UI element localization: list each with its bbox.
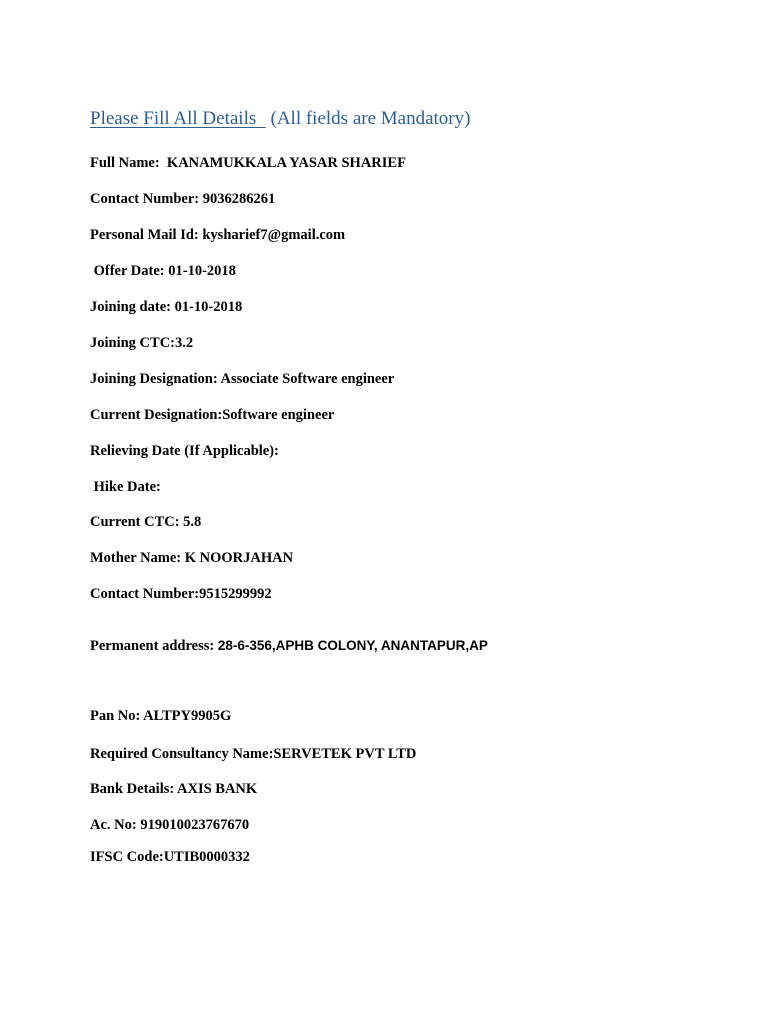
heading-title: Please Fill All Details — [90, 108, 266, 129]
bank-details-line: Bank Details: AXIS BANK — [90, 781, 258, 797]
current-ctc-line: Current CTC: 5.8 — [90, 514, 202, 530]
joining-designation-line: Joining Designation: Associate Software engineer — [90, 371, 395, 387]
form-heading — [90, 108, 470, 130]
mother-contact-line: Contact Number:9515299992 — [90, 586, 272, 602]
offer-date-line: Offer Date: 01-10-2018 — [90, 263, 236, 279]
ifsc-code-line: IFSC Code:UTIB0000332 — [90, 849, 250, 865]
contact-number-line: Contact Number: 9036286261 — [90, 191, 276, 207]
current-designation-line: Current Designation:Software engineer — [90, 407, 335, 423]
joining-date-line: Joining date: 01-10-2018 — [90, 299, 243, 315]
joining-ctc-line: Joining CTC:3.2 — [90, 335, 194, 351]
personal-mail-line: Personal Mail Id: kysharief7@gmail.com — [90, 227, 346, 243]
permanent-address-label: Permanent address: — [90, 638, 218, 654]
relieving-date-line: Relieving Date (If Applicable): — [90, 443, 279, 459]
full-name-line: Full Name: KANAMUKKALA YASAR SHARIEF — [90, 155, 406, 171]
heading-note: (All fields are Mandatory) — [265, 108, 471, 129]
pan-no-line: Pan No: ALTPY9905G — [90, 708, 232, 724]
permanent-address-value: 28-6-356,APHB COLONY, ANANTAPUR,AP — [217, 638, 488, 653]
mother-name-line: Mother Name: K NOORJAHAN — [90, 550, 294, 566]
permanent-address-line — [90, 638, 488, 655]
account-no-line: Ac. No: 919010023767670 — [90, 817, 250, 833]
consultancy-name-line: Required Consultancy Name:SERVETEK PVT LTD — [90, 746, 417, 762]
hike-date-line: Hike Date: — [90, 479, 161, 495]
